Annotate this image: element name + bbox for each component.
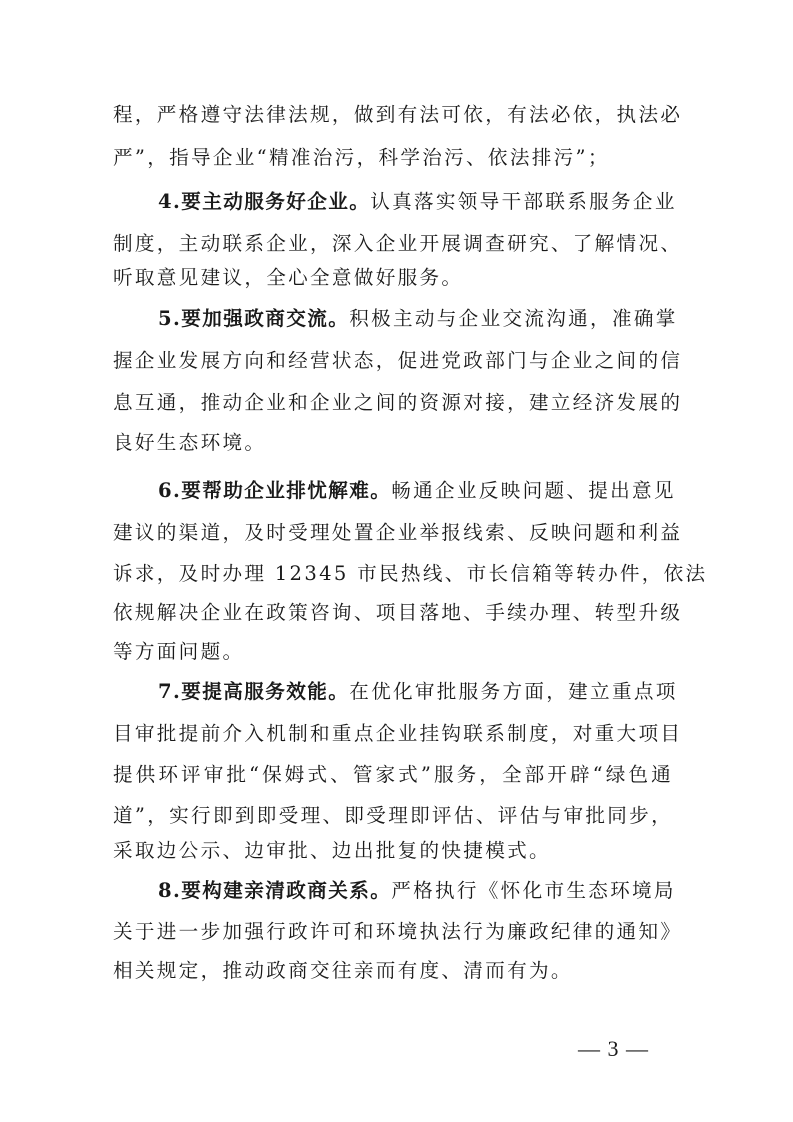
body-line xyxy=(113,839,673,863)
section-6-first-line xyxy=(158,479,676,503)
body-line xyxy=(113,232,683,256)
line-text: 相关规定，推动政商交往亲而有度、清而有为。 xyxy=(113,959,573,982)
section-7-heading: 7.要提高服务效能。 xyxy=(158,680,350,703)
line-text: 握企业发展方向和经营状态，促进党政部门与企业之间的信 xyxy=(113,349,683,372)
body-line xyxy=(113,103,683,127)
line-text: 道”，实行即到即受理、即受理即评估、评估与审批同步， xyxy=(113,804,673,827)
line-text: 积极主动与企业交流沟通，准确掌 xyxy=(349,307,678,330)
line-text: 建议的渠道，及时受理处置企业举报线索、反映问题和利益 xyxy=(113,521,683,544)
body-line xyxy=(113,521,683,545)
body-line xyxy=(113,562,708,586)
line-text: 依规解决企业在政策咨询、项目落地、手续办理、转型升级 xyxy=(113,601,683,624)
line-text: 目审批提前介入机制和重点企业挂钩联系制度，对重大项目 xyxy=(113,722,683,745)
body-line xyxy=(113,266,673,290)
body-line xyxy=(113,349,683,373)
page-number: — 3 — xyxy=(578,1036,649,1061)
line-text: 严格执行《怀化市生态环境局 xyxy=(391,879,676,902)
body-line xyxy=(113,722,683,746)
section-6-heading: 6.要帮助企业排忧解难。 xyxy=(158,479,392,502)
line-text: 认真落实领导干部联系服务企业 xyxy=(370,190,677,213)
body-line xyxy=(113,959,673,983)
line-text: 严”，指导企业“精准治污，科学治污、依法排污”； xyxy=(113,146,610,169)
line-text: 畅通企业反映问题、提出意见 xyxy=(391,479,676,502)
body-line xyxy=(113,920,683,944)
section-4-heading: 4.要主动服务好企业。 xyxy=(158,190,371,213)
line-text: 程，严格遵守法律法规，做到有法可依，有法必依，执法必 xyxy=(113,103,683,126)
section-8-first-line xyxy=(158,879,676,903)
section-8-heading: 8.要构建亲清政商关系。 xyxy=(158,879,392,902)
line-text: 听取意见建议，全心全意做好服务。 xyxy=(113,266,464,289)
section-5-first-line xyxy=(158,307,678,331)
section-5-heading: 5.要加强政商交流。 xyxy=(158,307,350,330)
body-line xyxy=(113,601,683,625)
body-line xyxy=(113,431,673,455)
section-4-first-line xyxy=(158,190,677,214)
body-line xyxy=(113,391,683,415)
body-line xyxy=(113,146,673,170)
line-text: 良好生态环境。 xyxy=(113,431,267,454)
body-line xyxy=(113,640,673,664)
line-text: 等方面问题。 xyxy=(113,640,245,663)
body-line xyxy=(113,804,673,828)
section-7-first-line xyxy=(158,680,678,704)
line-text: 在优化审批服务方面，建立重点项 xyxy=(349,680,678,703)
line-text: 关于进一步加强行政许可和环境执法行为廉政纪律的通知》 xyxy=(113,920,683,943)
body-line xyxy=(113,763,673,787)
line-text: 提供环评审批“保姆式、管家式”服务，全部开辟“绿色通 xyxy=(113,763,673,786)
line-text: 息互通，推动企业和企业之间的资源对接，建立经济发展的 xyxy=(113,391,683,414)
line-text: 制度，主动联系企业，深入企业开展调查研究、了解情况、 xyxy=(113,232,683,255)
line-text: 诉求，及时办理 12345 市民热线、市长信箱等转办件，依法 xyxy=(113,562,708,585)
line-text: 采取边公示、边审批、边出批复的快捷模式。 xyxy=(113,839,551,862)
